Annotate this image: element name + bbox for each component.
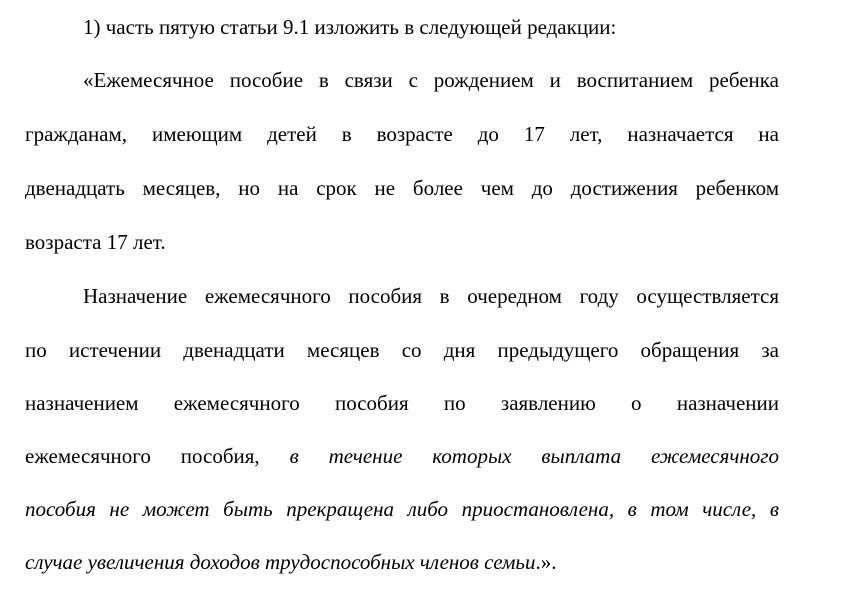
paragraph-2-line-3: двенадцать месяцев, но на срок не более чем до достижения ребенком: [25, 176, 779, 200]
paragraph-3-line-6: [25, 548, 779, 576]
paragraph-3-line-1: Назначение ежемесячного пособия в очередном году осуществляется: [83, 284, 779, 308]
paragraph-3-line-5-italic: пособия не может быть прекращена либо приостановлена, в том числе, в: [25, 497, 779, 521]
paragraph-2-line-4: возраста 17 лет.: [25, 230, 166, 254]
paragraph-1-line-1: 1) часть пятую статьи 9.1 изложить в следующей редакции:: [83, 15, 617, 39]
paragraph-3-line-3: назначением ежемесячного пособия по заявлению о назначении: [25, 391, 779, 415]
paragraph-3-line-2: по истечении двенадцати месяцев со дня предыдущего обращения за: [25, 338, 779, 362]
paragraph-3-line-6-tail: .».: [535, 550, 557, 574]
paragraph-2-line-2: гражданам, имеющим детей в возрасте до 17 лет, назначается на: [25, 122, 779, 146]
paragraph-3-line-4-italic: в течение которых выплата ежемесячного: [289, 444, 779, 468]
paragraph-2-line-1: «Ежемесячное пособие в связи с рождением и воспитанием ребенка: [83, 68, 779, 92]
paragraph-3-line-4-regular: ежемесячного пособия,: [25, 444, 260, 468]
paragraph-3-line-6-italic: случае увеличения доходов трудоспособных членов семьи: [25, 550, 536, 574]
paragraph-3-line-4: [25, 442, 779, 470]
